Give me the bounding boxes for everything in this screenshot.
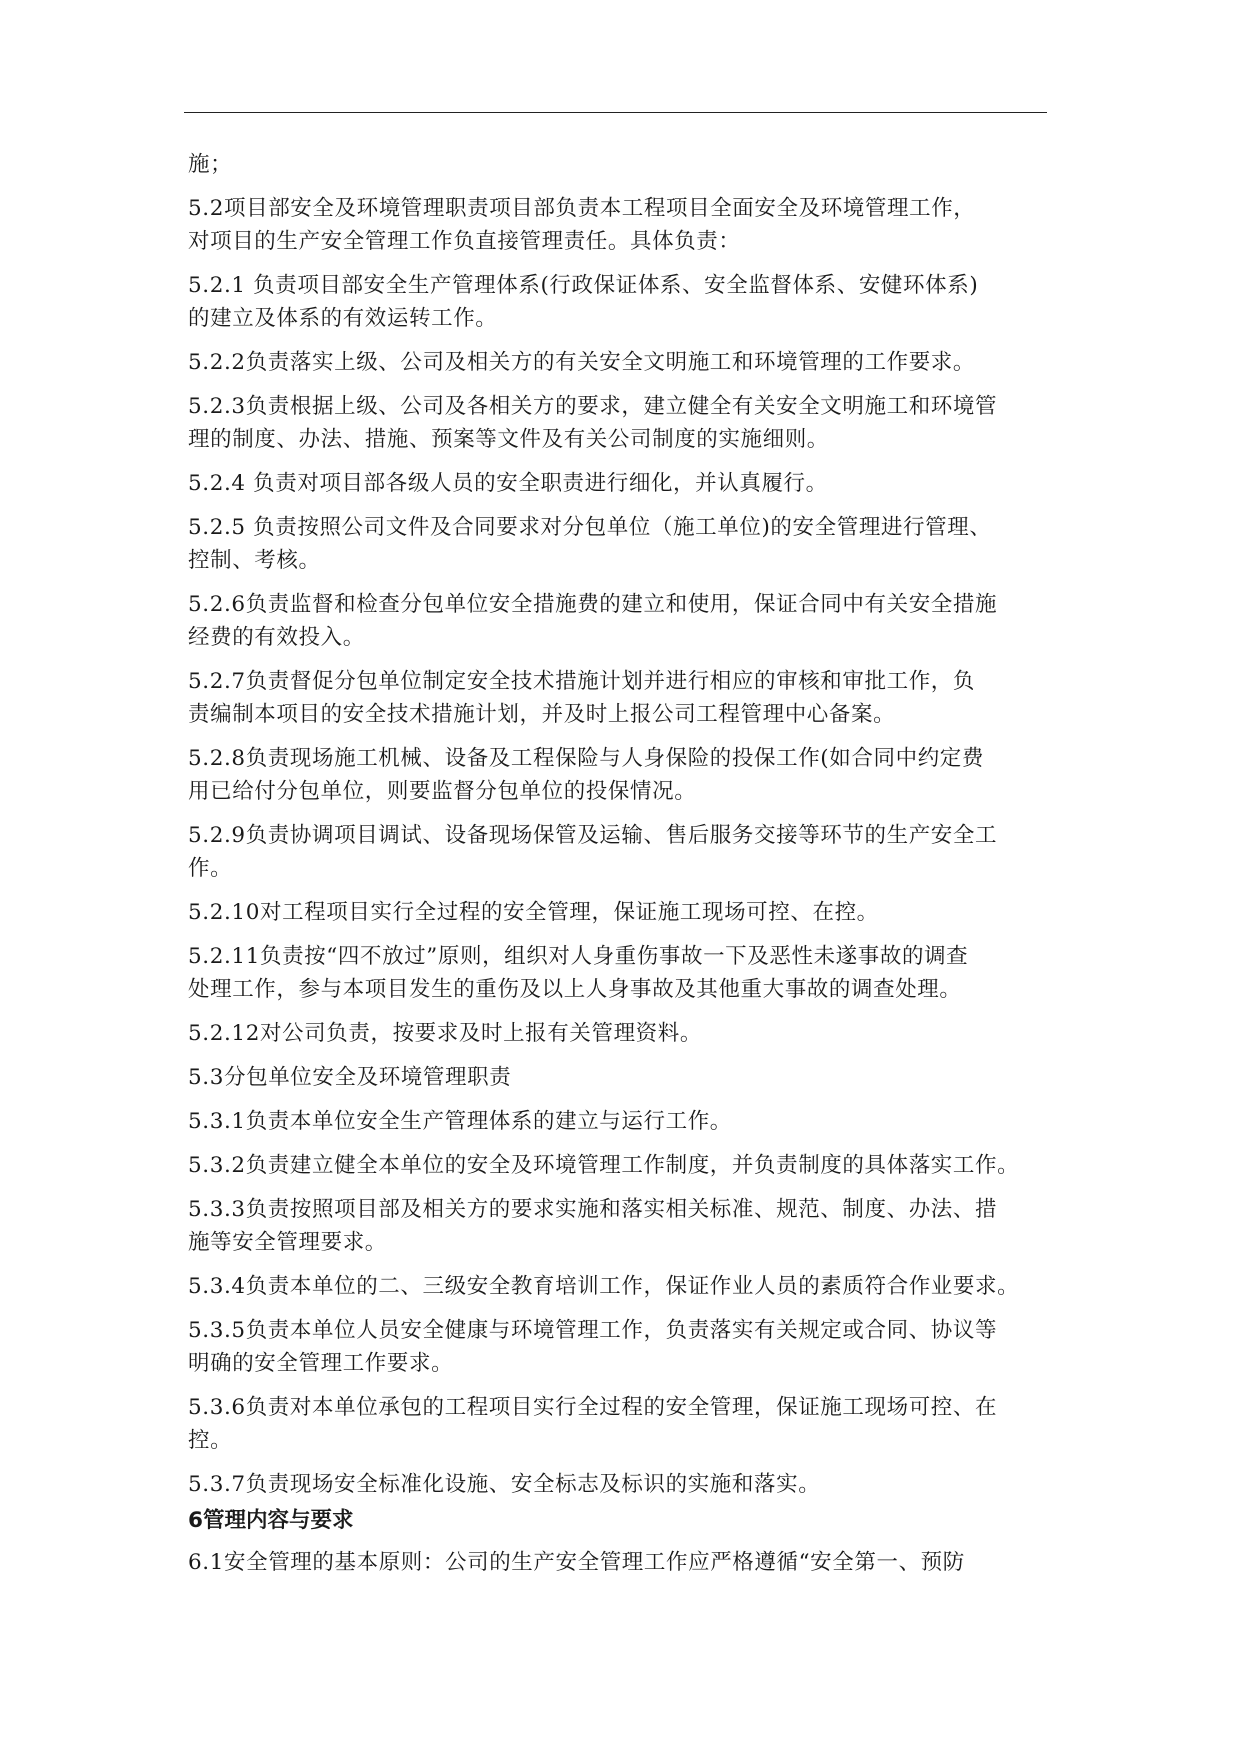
paragraph-line: 5.2.3负责根据上级、公司及各相关方的要求，建立健全有关安全文明施工和环境管 (188, 394, 998, 419)
paragraph (188, 1314, 1088, 1380)
paragraph-line: 5.2.2负责落实上级、公司及相关方的有关安全文明施工和环境管理的工作要求。 (188, 350, 976, 375)
paragraph (188, 1149, 1088, 1182)
paragraph-line: 6.1安全管理的基本原则：公司的生产安全管理工作应严格遵循“安全第一、预防 (188, 1550, 965, 1575)
paragraph (188, 1468, 1088, 1501)
paragraph-line: 责编制本项目的安全技术措施计划，并及时上报公司工程管理中心备案。 (188, 702, 896, 727)
paragraph-line: 作。 (188, 856, 233, 881)
paragraph-line: 5.2.9负责协调项目调试、设备现场保管及运输、售后服务交接等环节的生产安全工 (188, 823, 998, 848)
paragraph-line: 5.2.10对工程项目实行全过程的安全管理，保证施工现场可控、在控。 (188, 900, 879, 925)
paragraph (188, 896, 1088, 929)
paragraph-line: 对项目的生产安全管理工作负直接管理责任。具体负责： (188, 229, 741, 254)
paragraph (188, 148, 1088, 181)
paragraph (188, 467, 1088, 500)
paragraph-line: 5.3.2负责建立健全本单位的安全及环境管理工作制度，并负责制度的具体落实工作。 (188, 1153, 1020, 1178)
paragraph-line: 经费的有效投入。 (188, 625, 365, 650)
paragraph (188, 742, 1088, 808)
paragraph (188, 588, 1088, 654)
paragraph-line: 5.3.7负责现场安全标准化设施、安全标志及标识的实施和落实。 (188, 1472, 821, 1497)
paragraph (188, 819, 1088, 885)
paragraph (188, 1105, 1088, 1138)
paragraph-line: 理的制度、办法、措施、预案等文件及有关公司制度的实施细则。 (188, 427, 829, 452)
paragraph-list (188, 148, 1088, 1501)
paragraph-line: 的建立及体系的有效运转工作。 (188, 306, 498, 331)
paragraph (188, 940, 1088, 1006)
paragraph (188, 1391, 1088, 1457)
paragraph-line: 5.3.3负责按照项目部及相关方的要求实施和落实相关标准、规范、制度、办法、措 (188, 1197, 998, 1222)
closing-paragraph (188, 1546, 1088, 1579)
paragraph (188, 269, 1088, 335)
paragraph-line: 5.3.4负责本单位的二、三级安全教育培训工作，保证作业人员的素质符合作业要求。 (188, 1274, 1020, 1299)
paragraph-line: 5.3分包单位安全及环境管理职责 (188, 1065, 512, 1090)
paragraph (188, 1017, 1088, 1050)
paragraph-line: 明确的安全管理工作要求。 (188, 1351, 454, 1376)
paragraph-line: 5.2项目部安全及环境管理职责项目部负责本工程项目全面安全及环境管理工作， (188, 196, 976, 221)
paragraph-line: 5.3.5负责本单位人员安全健康与环境管理工作，负责落实有关规定或合同、协议等 (188, 1318, 998, 1343)
paragraph-line: 5.2.1 负责项目部安全生产管理体系(行政保证体系、安全监督体系、安健环体系) (188, 273, 979, 298)
paragraph (188, 665, 1088, 731)
paragraph (188, 390, 1088, 456)
paragraph-line: 5.2.11负责按“四不放过”原则，组织对人身重伤事故一下及恶性未遂事故的调查 (188, 944, 969, 969)
paragraph-line: 施等安全管理要求。 (188, 1230, 387, 1255)
paragraph-line: 5.2.7负责督促分包单位制定安全技术措施计划并进行相应的审核和审批工作，负 (188, 669, 976, 694)
paragraph-line: 5.2.6负责监督和检查分包单位安全措施费的建立和使用，保证合同中有关安全措施 (188, 592, 998, 617)
header-rule (184, 112, 1047, 113)
paragraph (188, 511, 1088, 577)
paragraph-line: 5.2.4 负责对项目部各级人员的安全职责进行细化，并认真履行。 (188, 471, 828, 496)
paragraph-line: 5.3.1负责本单位安全生产管理体系的建立与运行工作。 (188, 1109, 732, 1134)
paragraph-line: 施； (188, 152, 233, 177)
paragraph-line: 5.2.12对公司负责，按要求及时上报有关管理资料。 (188, 1021, 702, 1046)
paragraph (188, 192, 1088, 258)
paragraph-line: 控制、考核。 (188, 548, 321, 573)
paragraph (188, 346, 1088, 379)
paragraph-line: 5.2.5 负责按照公司文件及合同要求对分包单位（施工单位)的安全管理进行管理、 (188, 515, 992, 540)
section-heading: 6管理内容与要求 (188, 1508, 354, 1533)
paragraph (188, 1270, 1088, 1303)
paragraph (188, 1061, 1088, 1094)
paragraph-line: 用已给付分包单位，则要监督分包单位的投保情况。 (188, 779, 697, 804)
paragraph-line: 5.2.8负责现场施工机械、设备及工程保险与人身保险的投保工作(如合同中约定费 (188, 746, 984, 771)
document-body (188, 148, 1088, 1590)
paragraph-line: 5.3.6负责对本单位承包的工程项目实行全过程的安全管理，保证施工现场可控、在 (188, 1395, 998, 1420)
paragraph-line: 控。 (188, 1428, 233, 1453)
paragraph-line: 处理工作，参与本项目发生的重伤及以上人身事故及其他重大事故的调查处理。 (188, 977, 962, 1002)
paragraph (188, 1193, 1088, 1259)
